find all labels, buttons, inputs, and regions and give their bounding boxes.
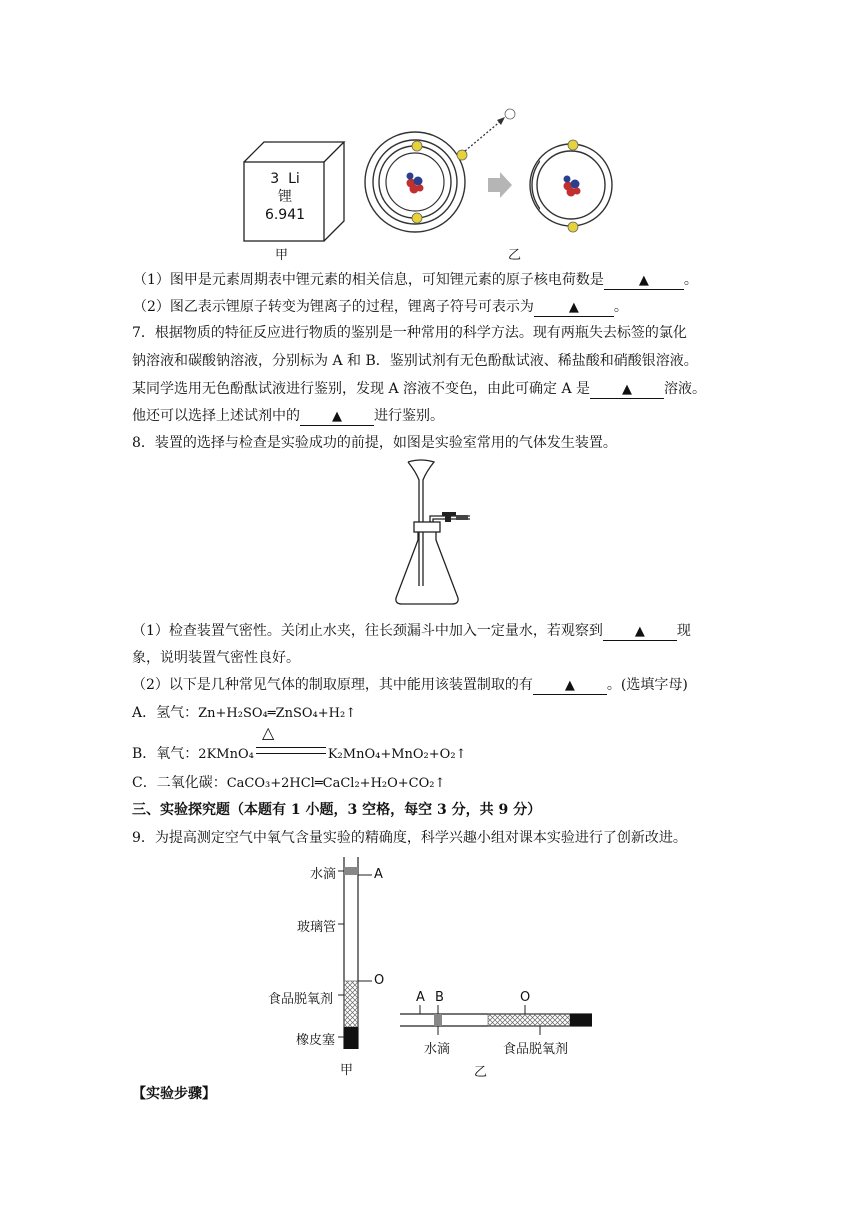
- experiment-steps-heading: 【实验步骤】: [132, 1086, 216, 1102]
- atomic-mass: 6.941: [264, 207, 306, 223]
- lithium-ion-svg: [528, 135, 614, 235]
- q8-part2: （2）以下是几种常见气体的制取原理，其中能用该装置制取的有 ▲ 。(选填字母): [132, 677, 688, 693]
- horizontal-glass-tube: [400, 1005, 592, 1035]
- q7-line3: 某同学选用无色酚酞试液进行鉴别，发现 A 溶液不变色，由此可确定 A 是 ▲ 溶液。: [132, 381, 707, 397]
- q9-line1: 9．为提高测定空气中氧气含量实验的精确度，科学兴趣小组对课本实验进行了创新改进。: [132, 830, 687, 846]
- q8-part1-cont: 象，说明装置气密性良好。: [132, 650, 300, 666]
- label-mark-a-horizontal: A: [416, 990, 425, 1005]
- lithium-atom-diagram: [365, 109, 515, 232]
- element-cell-text: [250, 170, 320, 224]
- answer-blank[interactable]: ▲: [590, 381, 664, 399]
- figure-label-jia: 甲: [275, 248, 289, 263]
- q8-option-a: A．氢气：Zn+H₂SO₄═ZnSO₄+H₂↑: [132, 705, 357, 721]
- answer-blank[interactable]: ▲: [300, 408, 374, 426]
- label-deoxidizer: 食品脱氧剂: [268, 992, 334, 1007]
- element-name: 锂: [278, 189, 292, 205]
- label-deoxidizer-2: 食品脱氧剂: [503, 1042, 569, 1057]
- label-rubber-stopper: 橡皮塞: [296, 1033, 336, 1048]
- q8-line1: 8．装置的选择与检查是实验成功的前提，如图是实验室常用的气体发生装置。: [132, 435, 617, 451]
- figure-label-yi-2: 乙: [474, 1065, 488, 1080]
- q7-line1: 7．根据物质的特征反应进行物质的鉴别是一种常用的科学方法。现有两瓶失去标签的氯化: [132, 325, 687, 341]
- label-water-drop: 水滴: [310, 867, 337, 882]
- label-mark-o-vertical: O: [374, 973, 385, 988]
- q8-option-c: C．二氧化碳：CaCO₃+2HCl═CaCl₂+H₂O+CO₂↑: [132, 775, 446, 791]
- label-glass-tube: 玻璃管: [297, 920, 337, 935]
- figure-label-yi: 乙: [508, 248, 522, 263]
- answer-blank[interactable]: ▲: [533, 677, 607, 695]
- q8-option-b: B．氧气：2KMnO₄ K₂MnO₄+MnO₂+O₂↑: [132, 746, 467, 762]
- element-symbol: Li: [288, 171, 300, 187]
- section3-title: 三、实验探究题（本题有 1 小题，3 空格，每空 3 分，共 9 分）: [132, 802, 542, 818]
- q7-line2: 钠溶液和碳酸钠溶液，分别标为 A 和 B．鉴别试剂有无色酚酞试液、稀盐酸和硝酸银溶液。: [132, 353, 698, 369]
- gas-generator-apparatus: [390, 458, 480, 610]
- q6-part1: （1）图甲是元素周期表中锂元素的相关信息，可知锂元素的原子核电荷数是 ▲ 。: [133, 272, 698, 288]
- q8-part1: （1）检查装置气密性。关闭止水夹，往长颈漏斗中加入一定量水，若观察到 ▲ 现: [132, 623, 691, 639]
- label-water-drop-2: 水滴: [424, 1042, 451, 1057]
- q6-part2: （2）图乙表示锂原子转变为锂离子的过程，锂离子符号可表示为 ▲ 。: [133, 299, 628, 315]
- figure-label-jia-2: 甲: [340, 1063, 354, 1078]
- answer-blank[interactable]: ▲: [534, 299, 614, 317]
- label-mark-b-horizontal: B: [435, 990, 444, 1005]
- atomic-number: 3: [270, 171, 280, 187]
- label-mark-a-vertical: A: [374, 867, 383, 882]
- vertical-glass-tube: [338, 857, 372, 1049]
- equals-double-line: [256, 747, 326, 754]
- q8-option-b-condition: △: [262, 723, 275, 742]
- label-mark-o-horizontal: O: [520, 990, 531, 1005]
- answer-blank[interactable]: ▲: [604, 272, 684, 290]
- answer-blank[interactable]: ▲: [603, 623, 677, 641]
- transform-arrow: [488, 172, 512, 198]
- q7-line4: 他还可以选择上述试剂中的 ▲ 进行鉴别。: [132, 408, 444, 424]
